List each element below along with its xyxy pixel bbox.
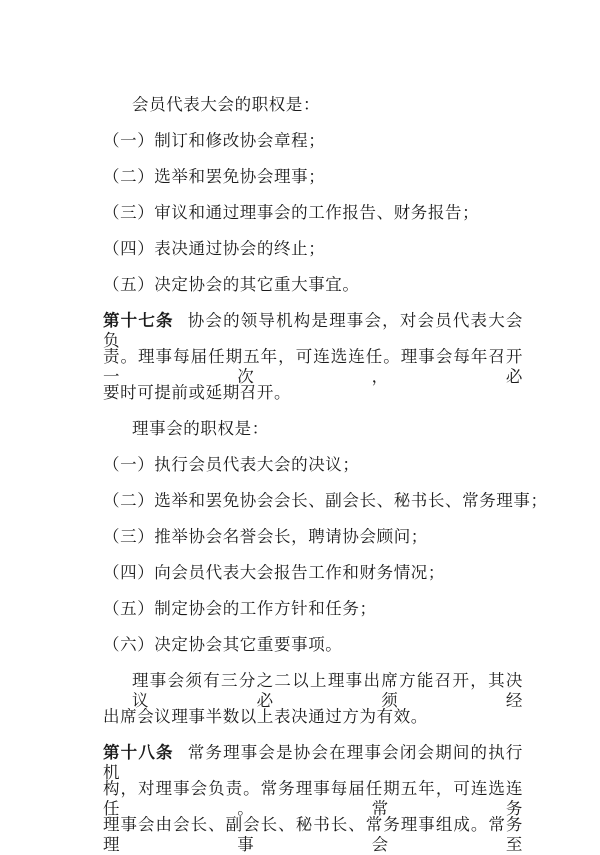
general-assembly-powers-title: 会员代表大会的职权是： [132, 95, 321, 114]
council-power-item: （六）决定协会其它重要事项。 [103, 635, 343, 654]
article-17-label: 第十七条 [103, 311, 174, 330]
quorum-line-1: 理事会须有三分之二以上理事出席方能召开，其决议必须经 [132, 671, 523, 710]
article-18-line-2: 构，对理事会负责。常务理事每届任期五年，可连选连任。常务 [103, 779, 523, 818]
council-power-item: （五）制定协会的工作方针和任务； [103, 599, 377, 618]
council-power-item: （四）向会员代表大会报告工作和财务情况； [103, 563, 445, 582]
council-power-item: （一）执行会员代表大会的决议； [103, 455, 360, 474]
article-17-line-3: 要时可提前或延期召开。 [103, 383, 292, 402]
article-18-text-1: 常务理事会是协会在理事会闭会期间的执行机 [103, 743, 523, 782]
general-assembly-power-item: （四）表决通过协会的终止； [103, 239, 326, 258]
article-18-line-1 [103, 743, 523, 783]
general-assembly-power-item: （二）选举和罢免协会理事； [103, 167, 326, 186]
general-assembly-power-item: （一）制订和修改协会章程； [103, 131, 326, 150]
council-powers-title: 理事会的职权是： [132, 419, 269, 438]
article-17-text-1: 协会的领导机构是理事会，对会员代表大会负 [103, 311, 523, 350]
quorum-line-2: 出席会议理事半数以上表决通过方为有效。 [103, 707, 428, 726]
article-17-line-2: 责。理事每届任期五年，可连选连任。理事会每年召开一次，必 [103, 347, 523, 386]
general-assembly-power-item: （五）决定协会的其它重大事宜。 [103, 275, 360, 294]
article-17-line-1 [103, 311, 523, 351]
council-power-item: （三）推举协会名誉会长，聘请协会顾问； [103, 527, 428, 546]
article-18-line-3: 理事会由会长、副会长、秘书长、常务理事组成。常务理事会至 [103, 815, 523, 854]
article-18-label: 第十八条 [103, 743, 174, 762]
general-assembly-power-item: （三）审议和通过理事会的工作报告、财务报告； [103, 203, 480, 222]
council-power-item: （二）选举和罢免协会会长、副会长、秘书长、常务理事； [103, 491, 548, 510]
